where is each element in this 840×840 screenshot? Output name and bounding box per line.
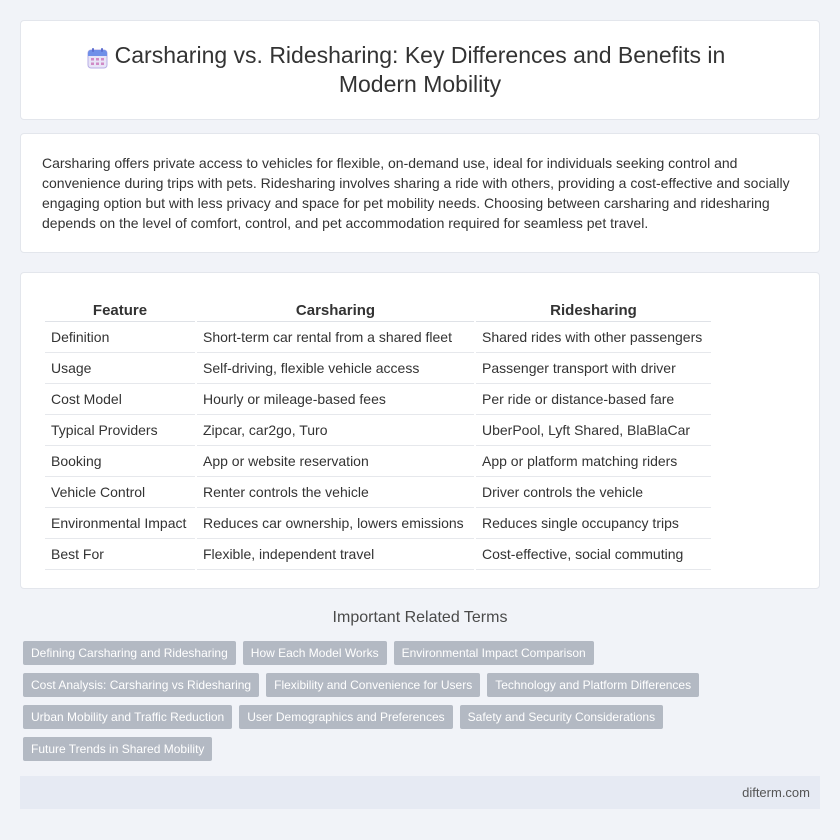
table-row bbox=[45, 508, 711, 539]
carsharing-cell: Reduces car ownership, lowers emissions bbox=[197, 508, 474, 539]
feature-cell: Vehicle Control bbox=[45, 477, 195, 508]
feature-cell: Best For bbox=[45, 539, 195, 570]
related-term-tag[interactable]: Urban Mobility and Traffic Reduction bbox=[23, 705, 232, 729]
table-row bbox=[45, 477, 711, 508]
table-row bbox=[45, 353, 711, 384]
related-terms-title: Important Related Terms bbox=[332, 609, 508, 626]
table-row bbox=[45, 539, 711, 570]
carsharing-cell: Flexible, independent travel bbox=[197, 539, 474, 570]
carsharing-cell: Short-term car rental from a shared fleet bbox=[197, 322, 474, 353]
footer-site-link[interactable]: difterm.com bbox=[742, 785, 810, 800]
related-terms-tags bbox=[23, 641, 743, 761]
feature-cell: Typical Providers bbox=[45, 415, 195, 446]
feature-cell: Definition bbox=[45, 322, 195, 353]
ridesharing-cell: Shared rides with other passengers bbox=[476, 322, 711, 353]
feature-cell: Booking bbox=[45, 446, 195, 477]
table-row bbox=[45, 322, 711, 353]
related-term-tag[interactable]: Flexibility and Convenience for Users bbox=[266, 673, 480, 697]
ridesharing-cell: Cost-effective, social commuting bbox=[476, 539, 711, 570]
carsharing-cell: Zipcar, car2go, Turo bbox=[197, 415, 474, 446]
table-header-row bbox=[45, 294, 711, 322]
intro-card bbox=[20, 133, 820, 253]
feature-cell: Environmental Impact bbox=[45, 508, 195, 539]
ridesharing-cell: Per ride or distance-based fare bbox=[476, 384, 711, 415]
header-ridesharing: Ridesharing bbox=[476, 294, 711, 322]
ridesharing-cell: Passenger transport with driver bbox=[476, 353, 711, 384]
related-term-tag[interactable]: How Each Model Works bbox=[243, 641, 387, 665]
comparison-table bbox=[43, 294, 713, 570]
feature-cell: Cost Model bbox=[45, 384, 195, 415]
carsharing-cell: Hourly or mileage-based fees bbox=[197, 384, 474, 415]
related-term-tag[interactable]: User Demographics and Preferences bbox=[239, 705, 452, 729]
header-carsharing: Carsharing bbox=[197, 294, 474, 322]
intro-paragraph: Carsharing offers private access to vehicles for flexible, on-demand use, ideal for individuals seeking control and convenience during trips with pets. Ridesharing involves sharing a ride with others, providing a cost-effective and socially engaging option but with less privacy and space for pet mobility needs. Choosing between carsharing and ridesharing depends on the level of comfort, control, and pet accommodation required for seamless pet travel. bbox=[42, 155, 790, 231]
related-term-tag[interactable]: Safety and Security Considerations bbox=[460, 705, 663, 729]
footer-bar bbox=[20, 776, 820, 809]
related-term-tag[interactable]: Technology and Platform Differences bbox=[487, 673, 699, 697]
related-term-tag[interactable]: Environmental Impact Comparison bbox=[394, 641, 594, 665]
feature-cell: Usage bbox=[45, 353, 195, 384]
ridesharing-cell: Reduces single occupancy trips bbox=[476, 508, 711, 539]
table-row bbox=[45, 384, 711, 415]
ridesharing-cell: App or platform matching riders bbox=[476, 446, 711, 477]
comparison-card bbox=[20, 272, 820, 589]
related-term-tag[interactable]: Defining Carsharing and Ridesharing bbox=[23, 641, 236, 665]
table-row bbox=[45, 415, 711, 446]
related-term-tag[interactable]: Future Trends in Shared Mobility bbox=[23, 737, 212, 761]
page-title: Carsharing vs. Ridesharing: Key Differences and Benefits in Modern Mobility bbox=[114, 42, 726, 97]
carsharing-cell: Renter controls the vehicle bbox=[197, 477, 474, 508]
ridesharing-cell: UberPool, Lyft Shared, BlaBlaCar bbox=[476, 415, 711, 446]
carsharing-cell: Self-driving, flexible vehicle access bbox=[197, 353, 474, 384]
related-term-tag[interactable]: Cost Analysis: Carsharing vs Ridesharing bbox=[23, 673, 259, 697]
carsharing-cell: App or website reservation bbox=[197, 446, 474, 477]
ridesharing-cell: Driver controls the vehicle bbox=[476, 477, 711, 508]
header-feature: Feature bbox=[45, 294, 195, 322]
header-card bbox=[20, 20, 820, 120]
table-row bbox=[45, 446, 711, 477]
